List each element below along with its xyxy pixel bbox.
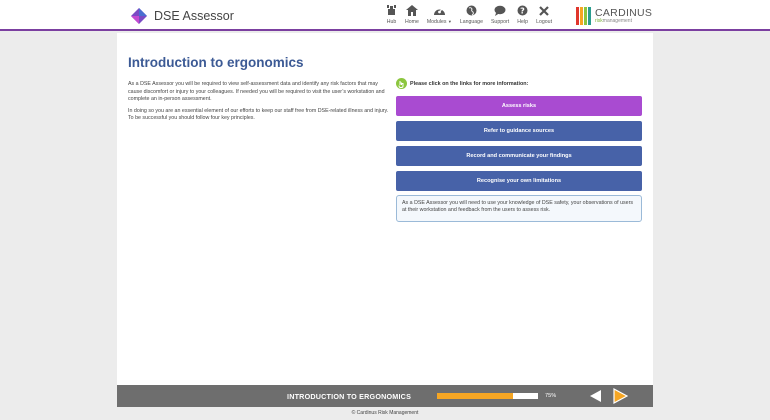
nav-logout-label: Logout xyxy=(536,19,553,25)
app-brand xyxy=(130,6,234,26)
nav-home[interactable] xyxy=(401,4,423,28)
previous-button[interactable] xyxy=(588,389,602,408)
next-button[interactable] xyxy=(612,388,628,409)
nav-modules[interactable] xyxy=(423,4,456,28)
progress-bar xyxy=(437,393,538,399)
guidance-sources-button[interactable]: Refer to guidance sources xyxy=(396,121,642,141)
progress-percent: 75% xyxy=(545,393,557,399)
globe-icon xyxy=(466,4,477,17)
cardinus-stripes-icon xyxy=(576,7,592,25)
intro-paragraph: As a DSE Assessor you will be required to view self-assessment data and identify any risk factors that may cause discomfort or injury to your colleagues. If needed you will be required to visit the user’s workstation and complete an in-person assessment. xyxy=(128,81,385,103)
home-icon xyxy=(406,4,418,17)
arrow-left-icon xyxy=(588,389,602,403)
nav-help[interactable] xyxy=(513,4,532,28)
nav-home-label: Home xyxy=(405,19,419,25)
intro-text xyxy=(128,81,390,127)
cardinus-sub-risk: risk xyxy=(595,18,603,25)
hub-icon xyxy=(386,4,397,17)
app-title: DSE Assessor xyxy=(154,9,234,23)
app-logo-icon xyxy=(130,7,148,25)
content-panel xyxy=(117,33,653,385)
links-heading-text: Please click on the links for more information: xyxy=(410,80,529,87)
svg-text:?: ? xyxy=(520,6,525,16)
close-icon xyxy=(539,4,549,17)
info-box: As a DSE Assessor you will need to use your knowledge of DSE safety, your observations of users at their workstation and feedback from the users to assess risk. xyxy=(396,195,642,222)
copyright: © Cardinus Risk Management xyxy=(351,410,419,416)
nav-language[interactable] xyxy=(456,4,487,28)
section-title: INTRODUCTION TO ERGONOMICS xyxy=(287,392,412,401)
help-icon xyxy=(517,4,528,17)
chat-icon xyxy=(494,4,506,17)
links-heading xyxy=(396,78,528,89)
nav-help-label: Help xyxy=(517,19,528,25)
intro-paragraph: In doing so you are an essential element of our efforts to keep our staff free from DSE-related illness and injury. To be successful you should follow four key principles. xyxy=(128,107,389,122)
cardinus-name: CARDINUS xyxy=(595,6,653,19)
assess-risks-button[interactable]: Assess risks xyxy=(396,96,642,116)
recognise-limitations-button[interactable]: Recognise your own limitations xyxy=(396,171,642,191)
nav-logout[interactable] xyxy=(532,4,556,28)
top-header xyxy=(0,0,770,31)
top-nav xyxy=(382,4,556,28)
page-title: Introduction to ergonomics xyxy=(128,55,304,70)
nav-language-label: Language xyxy=(459,19,483,25)
modules-icon xyxy=(433,4,446,17)
nav-modules-label: Modules xyxy=(426,19,447,25)
cardinus-sub-management: management xyxy=(602,18,632,25)
pointer-hand-icon xyxy=(396,78,407,89)
nav-support[interactable] xyxy=(487,4,513,28)
progress-fill xyxy=(437,393,513,399)
footer-bar xyxy=(117,385,653,407)
nav-support-label: Support xyxy=(490,19,510,25)
arrow-right-icon xyxy=(612,388,628,404)
nav-hub[interactable] xyxy=(382,4,401,28)
record-findings-button[interactable]: Record and communicate your findings xyxy=(396,146,642,166)
nav-hub-label: Hub xyxy=(386,19,397,25)
chevron-down-icon: ▼ xyxy=(447,19,452,24)
cardinus-logo xyxy=(576,6,652,26)
